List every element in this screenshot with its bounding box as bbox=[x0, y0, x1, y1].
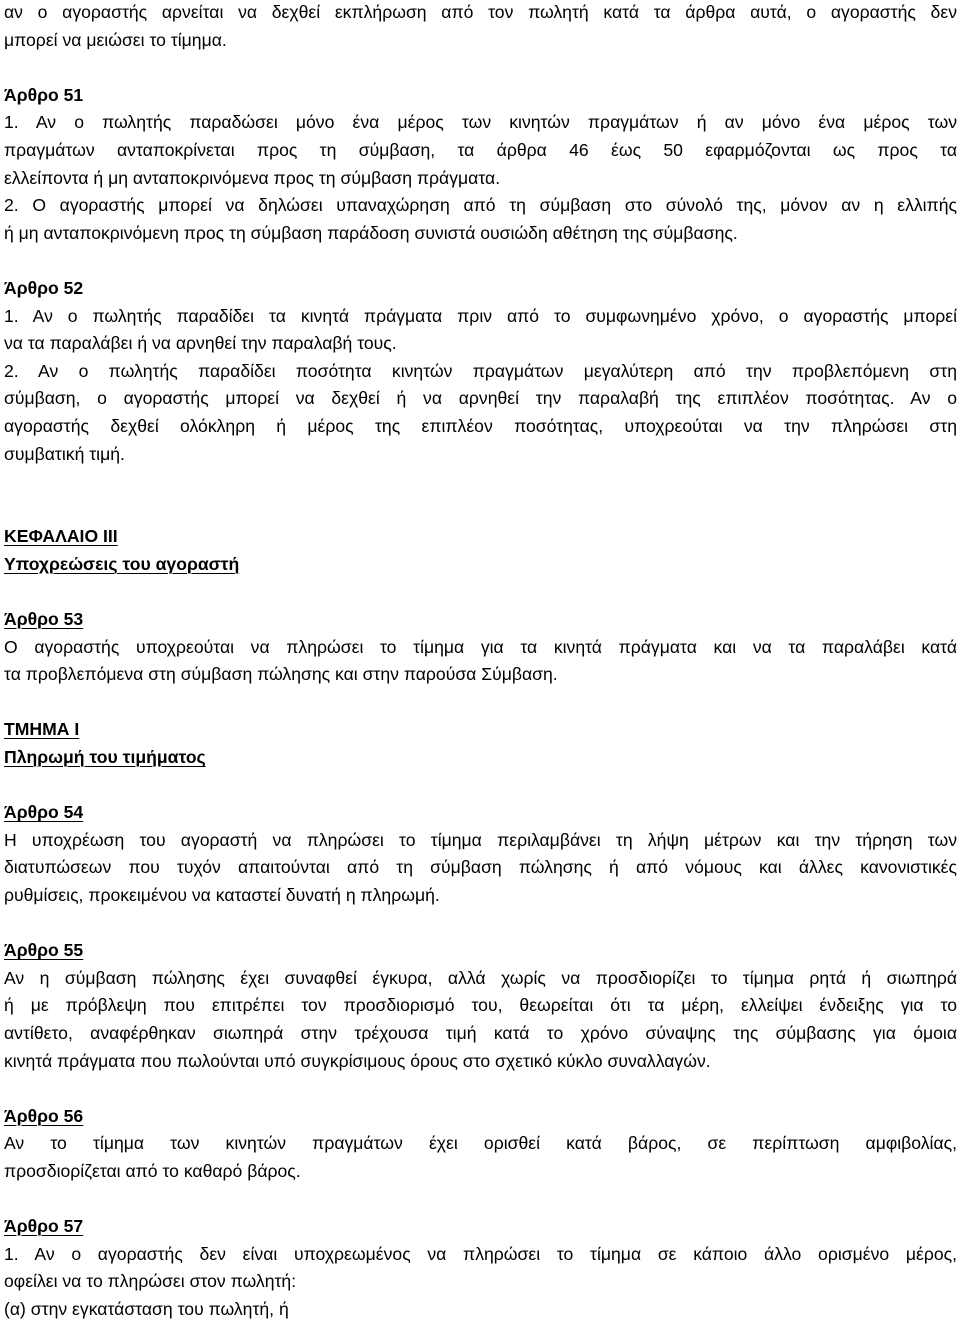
article-heading: Άρθρο 54 bbox=[4, 802, 84, 823]
text-line: αντίθετο, αναφέρθηκαν σιωπηρά στην τρέχουσα τιμή κατά το χρόνο σύναψης της σύμβασης για όμοια bbox=[4, 1022, 957, 1043]
text-line: 2. Ο αγοραστής μπορεί να δηλώσει υπαναχώρηση από τη σύμβαση στο σύνολό της, μόνον αν η ελλιπής bbox=[4, 195, 957, 216]
text-line: Αν η σύμβαση πώλησης έχει συναφθεί έγκυρα, αλλά χωρίς να προσδιορίζει το τίμημα ρητά ή σιωπηρά bbox=[4, 967, 957, 988]
article-heading: Άρθρο 51 bbox=[4, 84, 84, 105]
text-line: πραγμάτων ανταποκρίνεται προς τη σύμβαση, τα άρθρα 46 έως 50 εφαρμόζονται ως προς τα bbox=[4, 139, 957, 160]
text-line: συμβατική τιμή. bbox=[4, 443, 125, 464]
article-57 bbox=[4, 1213, 957, 1323]
article-heading: Άρθρο 52 bbox=[4, 277, 84, 298]
section-subtitle: Πληρωμή του τιμήματος bbox=[4, 747, 206, 768]
text-line: 2. Αν ο πωλητής παραδίδει ποσότητα κινητών πραγμάτων μεγαλύτερη από την προβλεπόμενη στη bbox=[4, 360, 957, 381]
article-55 bbox=[4, 937, 957, 1075]
text-line: οφείλει να το πληρώσει στον πωλητή: bbox=[4, 1271, 297, 1292]
article-heading: Άρθρο 55 bbox=[4, 940, 84, 961]
article-52 bbox=[4, 275, 957, 468]
text-line: 1. Αν ο πωλητής παραδίδει τα κινητά πράγματα πριν από το συμφωνημένο χρόνο, ο αγοραστής μπορεί bbox=[4, 305, 957, 326]
text-line: 1. Αν ο πωλητής παραδώσει μόνο ένα μέρος των κινητών πραγμάτων ή αν μόνο ένα μέρος των bbox=[4, 112, 957, 133]
text-line: ρυθμίσεις, προκειμένου να καταστεί δυνατή η πληρωμή. bbox=[4, 885, 440, 905]
article-heading: Άρθρο 57 bbox=[4, 1216, 84, 1237]
chapter-3-heading bbox=[4, 523, 957, 578]
text-line: ή μη ανταποκρινόμενη προς τη σύμβαση παράδοση συνιστά ουσιώδη αθέτηση της σύμβασης. bbox=[4, 222, 738, 243]
article-56 bbox=[4, 1103, 957, 1186]
text-line: αγοραστής δεχθεί ολόκληρη ή μέρος της επιπλέον ποσότητας, υποχρεούται να την πληρώσει στη bbox=[4, 415, 957, 436]
article-heading: Άρθρο 56 bbox=[4, 1105, 84, 1126]
text-line: να τα παραλάβει ή να αρνηθεί την παραλαβή τους. bbox=[4, 333, 397, 354]
text-line: διατυπώσεων που τυχόν απαιτούνται από τη σύμβαση πώλησης ή από νόμους και άλλες κανονιστικές bbox=[4, 857, 957, 878]
text-line: Ο αγοραστής υποχρεούται να πληρώσει το τίμημα για τα κινητά πράγματα και να τα παραλάβει κατά bbox=[4, 636, 957, 657]
article-51 bbox=[4, 82, 957, 248]
article-heading: Άρθρο 53 bbox=[4, 609, 84, 630]
text-line: 1. Αν ο αγοραστής δεν είναι υποχρεωμένος να πληρώσει το τίμημα σε κάποιο άλλο ορισμένο μέρος, bbox=[4, 1243, 957, 1264]
text-line: Η υποχρέωση του αγοραστή να πληρώσει το τίμημα περιλαμβάνει τη λήψη μέτρων και την τήρηση των bbox=[4, 829, 957, 850]
text-line: ελλείποντα ή μη ανταποκρινόμενα προς τη σύμβαση πράγματα. bbox=[4, 167, 501, 188]
section-title: ΤΜΗΜΑ Ι bbox=[4, 719, 80, 740]
text-line: ή με πρόβλεψη που επιτρέπει τον προσδιορισμό του, θεωρείται ότι τα μέρη, ελλείψει ένδειξης για το bbox=[4, 995, 957, 1016]
text-line: μπορεί να μειώσει το τίμημα. bbox=[4, 29, 227, 50]
chapter-subtitle: Υποχρεώσεις του αγοραστή bbox=[4, 553, 240, 574]
section-1-heading bbox=[4, 716, 957, 771]
text-line: κινητά πράγματα που πωλούνται υπό συγκρίσιμους όρους στο σχετικό κύκλο συναλλαγών. bbox=[4, 1050, 711, 1071]
article-53 bbox=[4, 606, 957, 689]
text-line: προσδιορίζεται από το καθαρό βάρος. bbox=[4, 1160, 301, 1181]
text-line: Αν το τίμημα των κινητών πραγμάτων έχει ορισθεί κατά βάρος, σε περίπτωση αμφιβολίας, bbox=[4, 1133, 957, 1154]
text-line: (α) στην εγκατάσταση του πωλητή, ή bbox=[4, 1298, 289, 1319]
text-line: σύμβαση, ο αγοραστής μπορεί να δεχθεί ή να αρνηθεί την παραλαβή της επιπλέον ποσότητας. Αν ο bbox=[4, 388, 957, 409]
text-line: τα προβλεπόμενα στη σύμβαση πώλησης και στην παρούσα Σύμβαση. bbox=[4, 664, 558, 685]
text-line: αν ο αγοραστής αρνείται να δεχθεί εκπλήρωση από τον πωλητή κατά τα άρθρα αυτά, ο αγοραστής δεν bbox=[4, 2, 957, 22]
intro-paragraph bbox=[4, 0, 957, 54]
article-54 bbox=[4, 799, 957, 909]
chapter-title: ΚΕΦΑΛΑΙΟ ΙΙΙ bbox=[4, 526, 118, 547]
